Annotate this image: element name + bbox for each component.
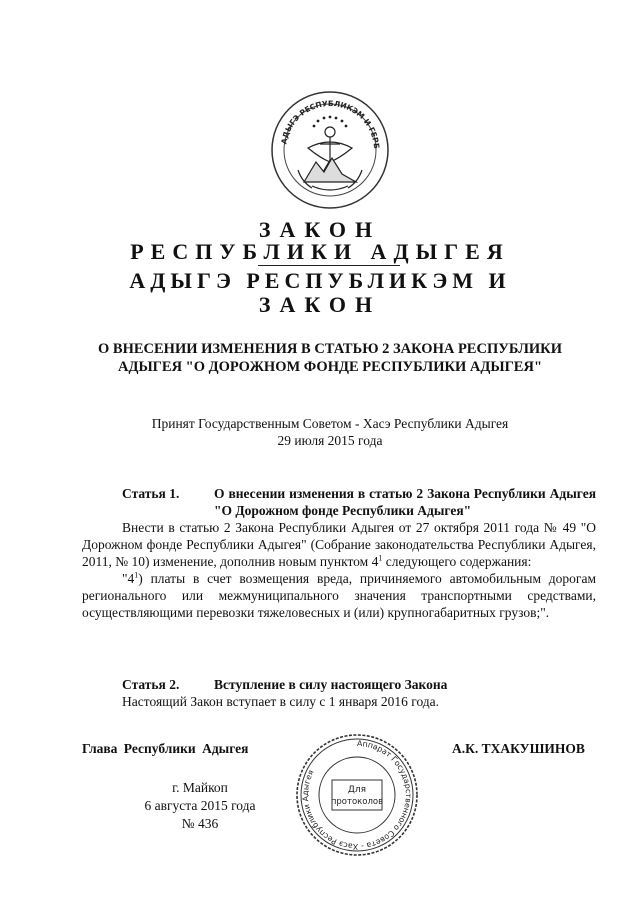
adoption-note	[60, 415, 600, 449]
article-2-title: Вступление в силу настоящего Закона	[214, 677, 448, 692]
article-1-paragraph-2-text: ) платы в счет возмещения вреда, причиняемого автомобильным дорогам регионального или межмуниципального значения транспортными средствами, осуществляющими перевозки тяжеловесных и (или) крупногабаритных грузов;".	[82, 571, 596, 620]
law-name-line2: АДЫГЕЯ "О ДОРОЖНОМ ФОНДЕ РЕСПУБЛИКИ АДЫГЕЯ"	[118, 359, 542, 375]
signing-date: 6 августа 2015 года	[144, 798, 256, 813]
law-number: № 436	[181, 816, 219, 831]
adoption-date: 29 июля 2015 года	[277, 433, 383, 448]
document-title-line3: АДЫГЭ РЕСПУБЛИКЭМ И	[129, 268, 511, 293]
adoption-note-line1: Принят Государственным Советом - Хасэ Республики Адыгея	[151, 416, 509, 431]
article-1-paragraph-2-lead: "4	[122, 571, 135, 586]
signing-place-date	[100, 779, 300, 833]
article-2-heading	[82, 676, 596, 693]
article-2-number: Статья 2.	[122, 677, 180, 692]
stamp-ring-text: Аппарат Государственного Совета - Хасэ Республики Адыгея	[300, 738, 413, 852]
article-1-paragraph-1-text: Внести в статью 2 Закона Республики Адыгея от 27 октября 2011 года № 49 "О Дорожном фонде Республики Адыгея" (Собрание законодательства Республики Адыгея, 2011, № 10) изменение, дополнив новым пунктом 4	[82, 520, 596, 569]
signatory-name: А.К. ТХАКУШИНОВ	[452, 741, 585, 756]
official-stamp	[292, 730, 422, 860]
title-divider	[258, 265, 400, 266]
emblem-ring-text: АДЫГЭ РЕСПУБЛИКЭМ И ГЕРБ	[279, 98, 382, 150]
document-title-line2: РЕСПУБЛИКИ АДЫГЕЯ	[130, 239, 510, 264]
law-name-line1: О ВНЕСЕНИИ ИЗМЕНЕНИЯ В СТАТЬЮ 2 ЗАКОНА РЕСПУБЛИКИ	[98, 341, 562, 357]
article-1	[82, 485, 596, 621]
coat-of-arms-emblem	[268, 88, 392, 212]
article-1-paragraph-1-superscript: 1	[378, 553, 383, 563]
article-1-title: О внесении изменения в статью 2 Закона Республики Адыгея "О Дорожном фонде Республики Адыгея"	[214, 486, 596, 518]
document-title-line4: ЗАКОН	[258, 292, 382, 317]
article-1-paragraph-1-tail: следующего содержания:	[382, 554, 532, 569]
signatory-position: Глава Республики Адыгея	[82, 741, 249, 756]
article-2-paragraph-1: Настоящий Закон вступает в силу с 1 января 2016 года.	[122, 694, 440, 709]
article-1-paragraph-1	[82, 519, 596, 570]
article-1-number: Статья 1.	[122, 486, 180, 501]
article-2	[82, 676, 596, 710]
article-1-paragraph-2	[82, 570, 596, 621]
stamp-center-line1: Для	[347, 785, 367, 795]
document-title-line1: ЗАКОН	[258, 217, 382, 242]
law-name	[60, 340, 600, 376]
stamp-center-line2: протоколов	[330, 797, 384, 807]
article-1-paragraph-2-superscript: 1	[134, 570, 139, 580]
signing-city: г. Майкоп	[172, 780, 228, 795]
article-1-heading	[82, 485, 596, 519]
